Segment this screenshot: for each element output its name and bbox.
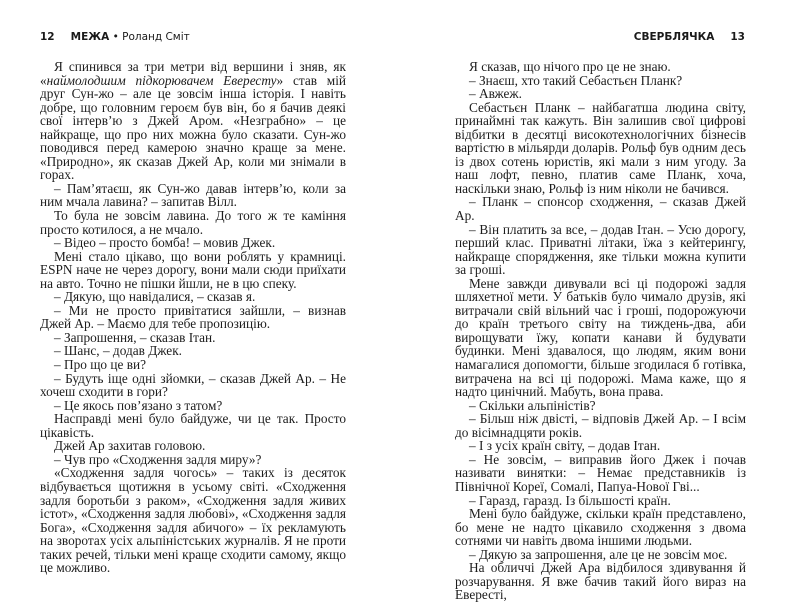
paragraph: – Дякую, що навідалися, – сказав я. <box>54 289 256 305</box>
paragraph: – Будуть іще одні зйомки, – сказав Джей Ар. – Не хочеш сходити в гори? <box>40 370 346 400</box>
author-name: Роланд Сміт <box>122 31 190 43</box>
paragraph: Я сказав, що нічого про це не знаю. <box>469 59 671 74</box>
right-page <box>400 0 800 602</box>
separator: • <box>109 31 123 43</box>
italic-phrase: наймолодшим підкорювачем Евересту <box>46 72 277 88</box>
paragraph: Мені було байдуже, скільки країн представлено, бо мене не надто цікавило сходження з двома сотнями чи навіть двома іншими людьми. <box>455 506 746 549</box>
paragraph: – Це якось пов’язано з татом? <box>54 397 223 413</box>
paragraph: – Пам’ятаєш, як Сун-жо давав інтерв’ю, коли за ним мчала лавина? – запитав Вілл. <box>40 180 346 210</box>
paragraph: Себастьєн Планк – найбагатша людина світу, принаймні так кажуть. Він залишив свої цифрові відбитки в десятці високотехнологічних бізнесів вартістю в мільярди доларів. Рольф був одним десь із двох сотень юристів, які мали з ним угоду. За наш лофт, певно, платив саме Планк, хоча, наскільки знаю, Рольф із ним ніколи не бачився. <box>455 99 746 196</box>
page-number: 12 <box>40 31 55 43</box>
paragraph: Я спинився за три метри від вершини і зняв, як «наймолодшим підкорювачем Евересту» став мій друг Сун-жо – але це зовсім інша історія. І навіть добре, що головним героєм був він, бо я бачив деякі свої інтерв’ю з Джей Аром. «Незграбно» – це найкраще, що про них можна було сказати. Сун-жо поводився перед камерою значно краще за мене. «Природно», як сказав Джей Ар, коли ми знімали в горах. <box>40 59 347 183</box>
paragraph: – Ми не просто привітатися зайшли, – визнав Джей Ар. – Маємо для тебе пропозицію. <box>40 302 346 332</box>
paragraph: – І з усіх країн світу, – додав Ітан. <box>469 438 661 454</box>
left-page <box>0 0 400 593</box>
paragraph: – Скільки альпіністів? <box>469 397 596 413</box>
paragraph: – Гаразд, гаразд. Із більшості країн. <box>469 492 671 508</box>
paragraph: – Запрошення, – сказав Ітан. <box>54 329 216 345</box>
paragraph: – Дякую за запрошення, але це не зовсім моє. <box>469 546 728 562</box>
body-text-left <box>40 60 346 575</box>
running-head-right <box>634 31 745 43</box>
paragraph: – Він платить за все, – додав Ітан. – Усю дорогу, перший клас. Приватні літаки, їжа з кейтерингу, найкраще спорядження, яке тільки можна купити за гроші. <box>455 221 746 278</box>
paragraph: Насправді мені було байдуже, чи це так. Просто цікавість. <box>40 411 346 440</box>
paragraph: Джей Ар захитав головою. <box>54 438 206 454</box>
paragraph: «Сходження задля чогось» – таких із десяток відбувається щотижня в усьому світі. «Сходження задля боротьби з раком», «Сходження задля живих істот», «Сходження задля любові», «Сходження задля Бога», «Сходження задля абичого» – їх рекламують на зворотах усіх альпіністських журналів. Я не проти таких речей, тільки мені краще сходити самому, якщо це можливо. <box>40 465 346 576</box>
paragraph: – Авжеж. <box>469 86 522 102</box>
book-title: МЕЖА <box>70 31 110 43</box>
page-number: 13 <box>730 31 745 43</box>
paragraph: Мене завжди дивували всі ці подорожі задля шляхетної мети. У батьків було чимало друзів, які витрачали свій вільний час і гроші, подорожуючи до країн третього світу на тиждень-два, аби вирощувати їжу, копати канави й будувати будинки. Мені здавалося, що людям, яким вони намагалися допомогти, більше згодилася б готівка, витрачена на всі ці подорожі. Мама каже, що я надто цинічний. Мабуть, вона права. <box>455 275 746 400</box>
paragraph: – Відео – просто бомба! – мовив Джек. <box>54 235 276 251</box>
paragraph: – Знаєш, хто такий Себастьєн Планк? <box>469 72 683 88</box>
paragraph: Мені стало цікаво, що вони роблять у крамниці. ESPN наче не через дорогу, вони мали сюди приїхати на авто. Точно не пішки йшли, не в цю спеку. <box>40 248 346 291</box>
chapter-title: СВЕРБЛЯЧКА <box>633 31 715 43</box>
paragraph: – Планк – спонсор сходження, – сказав Джей Ар. <box>455 194 746 224</box>
paragraph: – Більш ніж двісті, – відповів Джей Ар. – І всім до вісімнадцяти років. <box>455 411 746 440</box>
running-head-left <box>40 31 190 43</box>
body-text-right <box>455 60 746 602</box>
paragraph: На обличчі Джей Ара відбилося здивування й розчарування. Я вже бачив такий його вираз на Евересті, <box>455 560 746 602</box>
paragraph: – Не зовсім, – виправив його Джек і почав називати винятки: – Немає представників із Північної Кореї, Сомалі, Папуа-Нової Гві... <box>455 451 746 494</box>
paragraph: – Про що це ви? <box>54 357 147 373</box>
paragraph: – Шанс, – додав Джек. <box>54 343 182 359</box>
paragraph: То була не зовсім лавина. До того ж те каміння просто котилося, а не мчало. <box>40 208 346 237</box>
paragraph: – Чув про «Сходження задля миру»? <box>54 451 262 467</box>
